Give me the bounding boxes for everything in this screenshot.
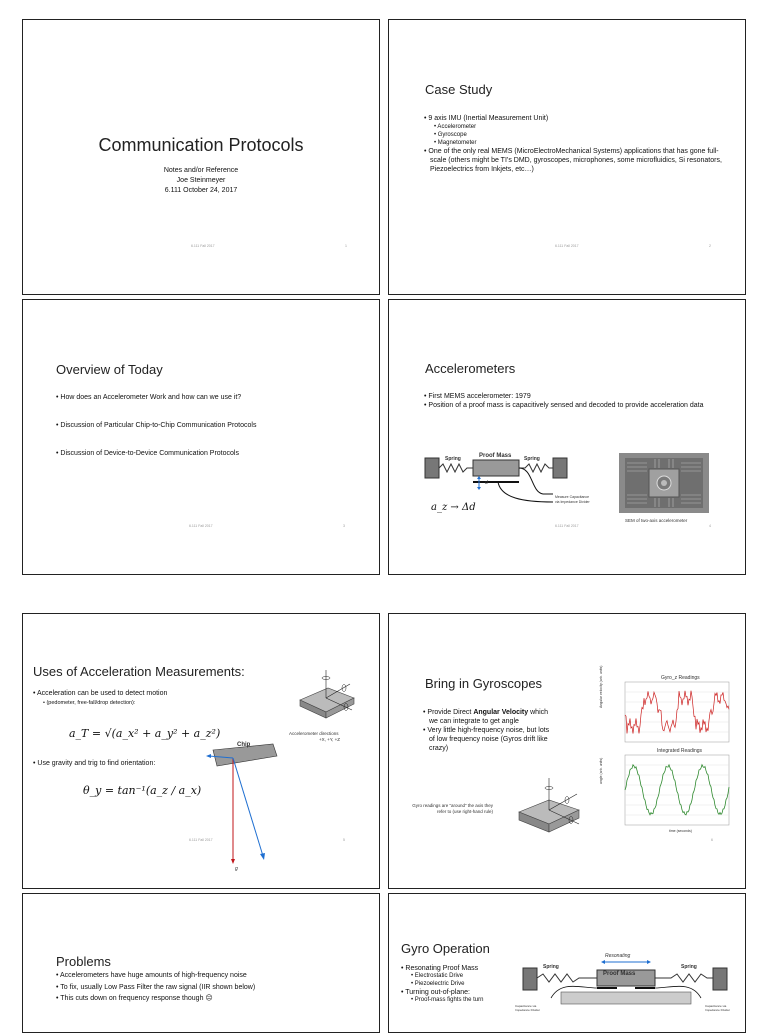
spring-left-label: Spring bbox=[445, 456, 461, 462]
slide-title: Accelerometers bbox=[425, 361, 516, 376]
chart1-ylabel: Angular velocity (arb. units) bbox=[599, 665, 603, 708]
slide-footer: 6.111 Fall 2017 bbox=[191, 244, 215, 248]
slide-footer: 6.111 Fall 2017 bbox=[189, 524, 213, 528]
proof-mass-label: Proof Mass bbox=[603, 971, 636, 977]
capacitance-right-label: Capacitance via Impedance Divider bbox=[705, 1004, 731, 1012]
slide-footer: 6.111 Fall 2017 bbox=[189, 838, 213, 842]
spring-right-label: Spring bbox=[524, 456, 540, 462]
slide-number: 5 bbox=[343, 838, 345, 842]
axis-direction-caption-2: +X, +Y, +Z bbox=[319, 737, 341, 742]
sub-bullet: • (pedometer, free-fall/drop detection): bbox=[43, 700, 136, 706]
slide-title: Bring in Gyroscopes bbox=[425, 676, 543, 691]
sem-image bbox=[619, 453, 709, 513]
bullet-list bbox=[423, 708, 553, 753]
subtitle-line: Notes and/or Reference bbox=[163, 167, 239, 174]
bullet-list bbox=[56, 393, 366, 459]
displacement-equation: a_z → Δd bbox=[431, 502, 476, 513]
sem-caption: SEM of two-axis accelerometer bbox=[625, 518, 688, 523]
slide-2 bbox=[388, 19, 746, 295]
integrated-readings-chart bbox=[625, 755, 729, 825]
sub-bullet: • Gyroscope bbox=[434, 132, 467, 138]
slide-8 bbox=[388, 893, 746, 1033]
bullet-item: • Discussion of Device-to-Device Communication Protocols bbox=[56, 450, 239, 457]
bullet-item: • Resonating Proof Mass bbox=[401, 965, 479, 972]
slide-footer: 6.111 Fall 2017 bbox=[555, 244, 579, 248]
proof-mass-label: Proof Mass bbox=[479, 453, 512, 459]
chart1-title: Gyro_z Readings bbox=[661, 675, 700, 681]
slide-6 bbox=[388, 613, 746, 889]
bullet-item: • Discussion of Particular Chip-to-Chip Communication Protocols bbox=[56, 422, 257, 429]
slide-1 bbox=[22, 19, 380, 295]
bullet-item: • First MEMS accelerometer: 1979 bbox=[424, 393, 531, 400]
sub-bullet: • Electrostatic Drive bbox=[411, 973, 464, 979]
displacement-label: d bbox=[485, 480, 488, 486]
bullet-item: • This cuts down on frequency response though ☹ bbox=[56, 995, 213, 1002]
course-date: 6.111 October 24, 2017 bbox=[164, 187, 238, 194]
slide-title: Gyro Operation bbox=[401, 941, 490, 956]
gravity-label: g bbox=[235, 866, 238, 872]
chart2-ylabel: angle (arb. units) bbox=[599, 757, 603, 784]
capacitance-left-label: Capacitance via Impedance Divider bbox=[515, 1004, 541, 1012]
slide-number: 6 bbox=[711, 838, 713, 842]
bullet-item: • How does an Accelerometer Work and how can we use it? bbox=[56, 394, 242, 401]
slide-title: Communication Protocols bbox=[98, 135, 304, 155]
sub-bullet: • Magnetometer bbox=[434, 140, 477, 146]
resonating-label: Resonating bbox=[605, 953, 631, 959]
gyro-readings-chart bbox=[625, 682, 729, 742]
slide-title: Problems bbox=[56, 954, 111, 969]
gyro-note: Gyro readings are “around” the axis they refer to (use right-hand rule) bbox=[412, 803, 493, 814]
slide-7 bbox=[22, 893, 380, 1033]
slide-footer: 6.111 Fall 2017 bbox=[555, 524, 579, 528]
slide-title: Case Study bbox=[425, 82, 493, 97]
bullet-item: • One of the only real MEMS (MicroElectroMechanical Systems) applications that has gone full-scale (others might be TI’s DMD, gyroscopes, microphones, some microfluidics, Si resonators, Piezoelectrics from Inkjets, etc…) bbox=[424, 148, 722, 173]
sub-bullet: • Accelerometer bbox=[434, 124, 477, 130]
bullet-list bbox=[401, 964, 531, 1005]
slide-3 bbox=[22, 299, 380, 575]
bullet-item: • Turning out-of-plane: bbox=[401, 989, 470, 996]
bullet-item: • Accelerometers have huge amounts of high-frequency noise bbox=[56, 972, 247, 979]
slide-number: 2 bbox=[709, 244, 711, 248]
spring-left-label: Spring bbox=[543, 964, 559, 970]
bullet-item: • Acceleration can be used to detect motion bbox=[33, 690, 168, 697]
chart2-xlabel: time (seconds) bbox=[669, 829, 692, 833]
chart2-title: Integrated Readings bbox=[657, 748, 703, 754]
slide-number: 3 bbox=[343, 524, 345, 528]
slide-title: Overview of Today bbox=[56, 362, 163, 377]
slide-title: Uses of Acceleration Measurements: bbox=[33, 664, 245, 679]
bullet-item: • 9 axis IMU (Inertial Measurement Unit) bbox=[424, 115, 549, 122]
orientation-equation: θ_y = tan⁻¹(a_z / a_x) bbox=[83, 784, 202, 797]
chip-label: Chip bbox=[237, 742, 251, 748]
author-lines bbox=[23, 166, 379, 196]
measure-note: Measure Capacitance via Impedance Divider bbox=[555, 495, 590, 504]
bullet-list bbox=[424, 392, 724, 410]
total-acceleration-equation: a_T = √(a_x² + a_y² + a_z²) bbox=[69, 727, 221, 740]
bullet-item: • Very little high-frequency noise, but lots of low frequency noise (Gyros drift like crazy) bbox=[423, 727, 550, 752]
slide-number: 4 bbox=[709, 524, 711, 528]
bullet-text: which we can integrate to get angle bbox=[429, 709, 549, 725]
spring-right-label: Spring bbox=[681, 964, 697, 970]
slide-5 bbox=[22, 613, 380, 889]
slide-4 bbox=[388, 299, 746, 575]
bullet-list bbox=[424, 114, 724, 174]
sub-bullet: • Proof-mass fights the turn bbox=[411, 997, 484, 1003]
tilted-chip-diagram bbox=[203, 744, 293, 864]
slide-number: 1 bbox=[345, 244, 347, 248]
accelerometer-axes-diagram bbox=[288, 666, 368, 728]
sub-bullet: • Piezoelectric Drive bbox=[411, 980, 465, 987]
bullet-item: • Use gravity and trig to find orientation: bbox=[33, 760, 156, 767]
bullet-emphasis: Angular Velocity bbox=[473, 709, 529, 716]
bullet-item: • Position of a proof mass is capacitively sensed and decoded to provide acceleration data bbox=[424, 402, 704, 409]
bullet-item: • To fix, usually Low Pass Filter the raw signal (IIR shown below) bbox=[56, 983, 256, 991]
author-name: Joe Steinmeyer bbox=[176, 177, 226, 184]
gyro-axes-diagram bbox=[509, 774, 593, 840]
bullet-list bbox=[56, 970, 376, 1005]
axis-direction-caption-1: Accelerometer directions bbox=[289, 731, 339, 736]
bullet-text: • Provide Direct bbox=[423, 709, 474, 716]
bullet-item bbox=[423, 708, 553, 726]
